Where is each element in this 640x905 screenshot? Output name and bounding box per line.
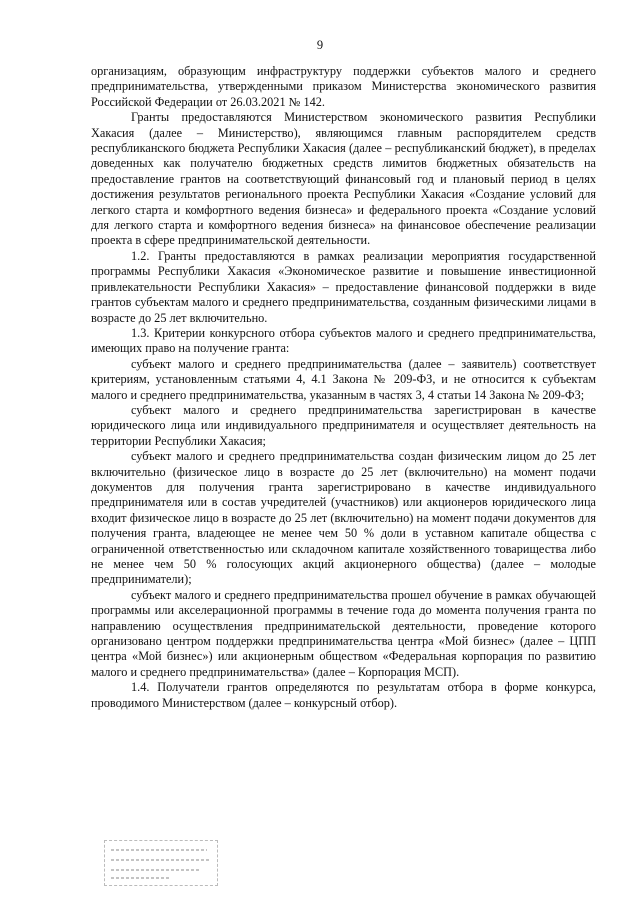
criterion-registered: субъект малого и среднего предпринимательства зарегистрирован в качестве юридического лица или индивидуального предпринимателя и осуществляет деятельность на территории Республики Хакасия;	[91, 402, 596, 448]
paragraph-1-2: 1.2. Гранты предоставляются в рамках реализации мероприятия государственной программы Республики Хакасия «Экономическое развитие и повышение инвестиционной привлекательности Республики Хакасия» – предоставление финансовой поддержки в виде грантов субъектам малого и среднего предпринимательства, созданным физическими лицами в возрасте до 25 лет включительно.	[91, 248, 596, 325]
paragraph-1-3: 1.3. Критерии конкурсного отбора субъектов малого и среднего предпринимательства, имеющих право на получение гранта:	[91, 325, 596, 356]
criterion-applicant: субъект малого и среднего предпринимательства (далее – заявитель) соответствует критериям, установленным статьями 4, 4.1 Закона № 209-ФЗ, и не относится к субъектам малого и среднего предпринимательства, указанным в частях 3, 4 статьи 14 Закона № 209-ФЗ;	[91, 356, 596, 402]
faint-stamp	[104, 840, 218, 886]
paragraph-grants-ministry: Гранты предоставляются Министерством экономического развития Республики Хакасия (далее – Министерство), являющимся главным распорядителем средств республиканского бюджета Республики Хакасия (далее – республиканский бюджет), в пределах доведенных как получателю бюджетных средств лимитов бюджетных обязательств на предоставление грантов на соответствующий финансовый год и плановый период в целях достижения результатов регионального проекта Республики Хакасия «Создание условий для легкого старта и комфортного ведения бизнеса» и федерального проекта «Создание условий для легкого старта и комфортного ведения бизнеса» на финансовое обеспечение реализации проекта в сфере предпринимательской деятельности.	[91, 110, 596, 248]
paragraph-continuation: организациям, образующим инфраструктуру поддержки субъектов малого и среднего предпринимательства, утвержденными приказом Министерства экономического развития Российской Федерации от 26.03.2021 № 142.	[91, 64, 596, 109]
criterion-training: субъект малого и среднего предпринимательства прошел обучение в рамках обучающей программы или акселерационной программы в течение года до момента получения гранта по направлению осуществления предпринимательской деятельности, проведение которого организовано центром поддержки предпринимательства центра «Мой бизнес» (далее – ЦПП центра «Мой бизнес») или акционерным обществом «Федеральная корпорация по развитию малого и среднего предпринимательства» (далее – Корпорация МСП).	[91, 587, 596, 679]
paragraph-1-4: 1.4. Получатели грантов определяются по результатам отбора в форме конкурса, проводимого Министерством (далее – конкурсный отбор).	[91, 680, 596, 710]
document-body	[91, 64, 596, 711]
page-number: 9	[316, 38, 324, 52]
criterion-young-entrepreneur: субъект малого и среднего предпринимательства создан физическим лицом до 25 лет включительно (физическое лицо в возрасте до 25 лет (включительно) на момент подачи документов для получения гранта зарегистрировано в качестве индивидуального предпринимателя или в состав учредителей (участников) или акционеров юридического лица входит физическое лицо в возрасте до 25 лет (включительно) на момент подачи документов для получения гранта, владеющее не менее чем 50 % доли в уставном капитале общества с ограниченной ответственностью или складочном капитале хозяйственного товарищества либо не менее чем 50 % голосующих акций акционерного общества) (далее – молодые предприниматели);	[91, 449, 596, 587]
